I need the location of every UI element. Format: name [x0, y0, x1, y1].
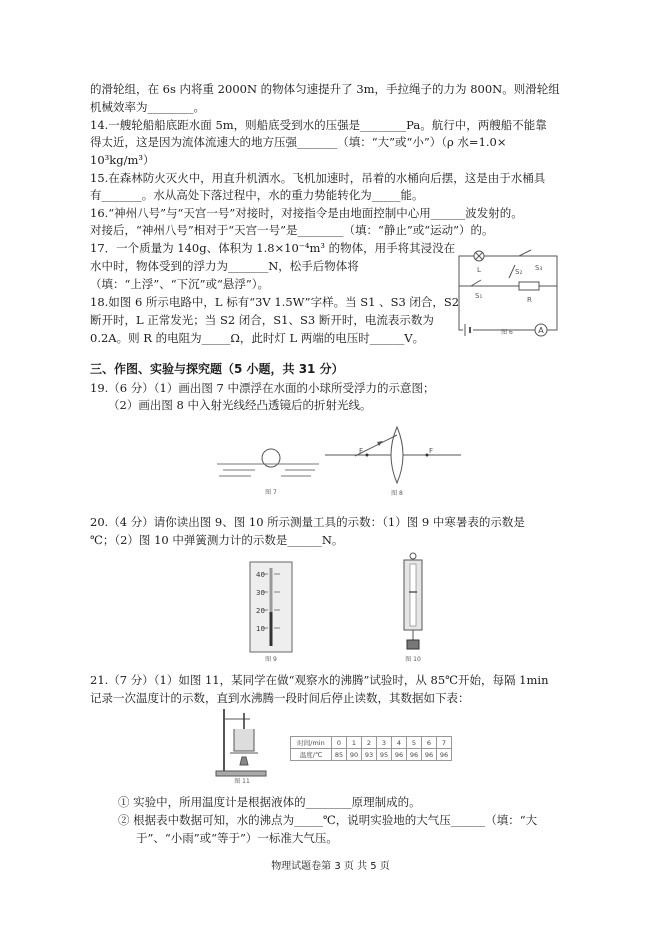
page-footer: 物理试题卷第 3 页 共 5 页: [271, 861, 390, 872]
svg-text:图 10: 图 10: [405, 656, 421, 663]
section-heading: 三、作图、实验与探究题（5 小题，共 31 分）: [90, 362, 344, 376]
weight-icon: [407, 640, 419, 649]
table-row: [291, 749, 452, 761]
text-line: 对接后，“神州八号”相对于“天宫一号”是________（填：“静止”或“运动”）的。: [90, 223, 494, 237]
svg-text:10: 10: [256, 625, 265, 633]
table-cell: 6: [422, 737, 437, 749]
table-cell: 95: [377, 749, 392, 761]
table-cell: 4: [392, 737, 407, 749]
text-line: 得太近，这是因为流体流速大的地方压强_______（填：“大”或“小”）（ρ 水=1.0×: [90, 135, 507, 149]
svg-text:图 9: 图 9: [265, 656, 277, 663]
question-18: 18.如图 6 所示电路中，L 标有“3V 1.5W”字样。当 S1 、S3 闭合，S2: [90, 295, 460, 309]
table-cell: 7: [437, 737, 452, 749]
figure-9-thermometer: [246, 560, 296, 665]
figure-7-floating-ball: [215, 440, 325, 500]
table-header-cell: 温度/℃: [291, 749, 332, 761]
text-line: （2）画出图 8 中入射光线经凸透镜后的折射光线。: [108, 398, 372, 412]
text-line: 有_______。水从高处下落过程中，水的重力势能转化为_____能。: [90, 188, 424, 202]
table-cell: 1: [347, 737, 362, 749]
table-cell: 85: [332, 749, 347, 761]
table-row: [291, 737, 452, 749]
table-cell: 93: [362, 749, 377, 761]
switch-s1: [471, 280, 481, 286]
text-line: 记录一次温度计的示数，直到水沸腾一段时间后停止读数，其数据如下表：: [90, 691, 470, 705]
svg-text:图 11: 图 11: [234, 778, 250, 785]
question-20: 20.（4 分）请你读出图 9、图 10 所示测量工具的示数：（1）图 9 中寒暑表的示数是: [90, 515, 525, 529]
svg-text:S₂: S₂: [515, 268, 523, 276]
question-17: 17．一个质量为 140g、体积为 1.8×10⁻⁴m³ 的物体，用手将其浸没在: [90, 241, 456, 255]
question-21: 21.（7 分）（1）如图 11，某同学在做“观察水的沸腾”试验时，从 85℃开始，每隔 1min: [90, 673, 549, 687]
switch-s3: [519, 250, 531, 256]
table-cell: 96: [392, 749, 407, 761]
sub-question-1: ① 实验中，所用温度计是根据液体的________原理制成的。: [118, 795, 421, 809]
svg-text:R: R: [527, 296, 532, 304]
figure-11-boiling-apparatus: [212, 705, 274, 785]
table-header-cell: 时间/min: [291, 737, 332, 749]
svg-text:A: A: [538, 326, 544, 335]
text-line: 机械效率为________。: [90, 100, 205, 114]
svg-text:图 7: 图 7: [265, 489, 277, 496]
question-19: 19.（6 分）（1）画出图 7 中漂浮在水面的小球所受浮力的示意图；: [90, 381, 435, 395]
temperature-table: [290, 736, 452, 761]
table-cell: 96: [422, 749, 437, 761]
table-cell: 0: [332, 737, 347, 749]
table-cell: 3: [377, 737, 392, 749]
svg-text:30: 30: [256, 589, 265, 597]
svg-text:图 8: 图 8: [391, 490, 403, 497]
table-cell: 96: [407, 749, 422, 761]
svg-text:S₁: S₁: [475, 292, 483, 300]
text-line: 0.2A。则 R 的电阻为_____Ω，此时灯 L 两端的电压时______V。: [90, 331, 425, 345]
text-line: 的滑轮组，在 6s 内将重 2000N 的物体匀速提升了 3m，手拉绳子的力为 800N。则滑轮组: [90, 82, 560, 96]
svg-text:F: F: [429, 447, 434, 455]
text-line: ℃；（2）图 10 中弹簧测力计的示数是______N。: [90, 533, 344, 547]
question-14: 14.一艘轮船船底距水面 5m，则船底受到水的压强是________Pa。航行中，两艘船不能靠: [90, 118, 547, 132]
table-cell: 90: [347, 749, 362, 761]
figure-10-spring-scale: [398, 552, 428, 664]
beaker-icon: [234, 729, 254, 751]
text-line: 断开时，L 正常发光；当 S2 闭合，S1、S3 断开时，电流表示数为: [90, 313, 434, 327]
text-line: 水中时，物体受到的浮力为_______N，松手后物体将: [90, 259, 359, 273]
question-15: 15.在森林防火灭火中，用直升机洒水。飞机加速时，吊着的水桶向后摆，这是由于水桶具: [90, 171, 546, 185]
text-line: 10³kg/m³）: [90, 153, 155, 167]
question-16: 16.“神州八号”与“天宫一号”对接时，对接指令是由地面控制中心用______波发射的。: [90, 206, 523, 220]
svg-text:S₃: S₃: [535, 264, 543, 272]
table-cell: 2: [362, 737, 377, 749]
figure-8-convex-lens: [325, 425, 465, 500]
svg-text:F: F: [359, 447, 364, 455]
table-cell: 96: [437, 749, 452, 761]
svg-text:40: 40: [256, 571, 265, 579]
resistor-icon: [519, 282, 539, 290]
svg-text:图 6: 图 6: [501, 329, 513, 336]
svg-text:L: L: [477, 266, 481, 274]
table-cell: 5: [407, 737, 422, 749]
text-line: （填：“上浮”、“下沉”或“悬浮”）。: [90, 277, 270, 291]
sub-question-2: ② 根据表中数据可知，水的沸点为_____℃，说明实验地的大气压______（填：“大: [118, 813, 538, 827]
text-line: 于”、“小雨”或“等于”）一标准大气压。: [136, 831, 338, 845]
lamp-burner-icon: [240, 757, 248, 765]
svg-text:20: 20: [256, 607, 265, 615]
figure-6-circuit: [455, 250, 565, 340]
